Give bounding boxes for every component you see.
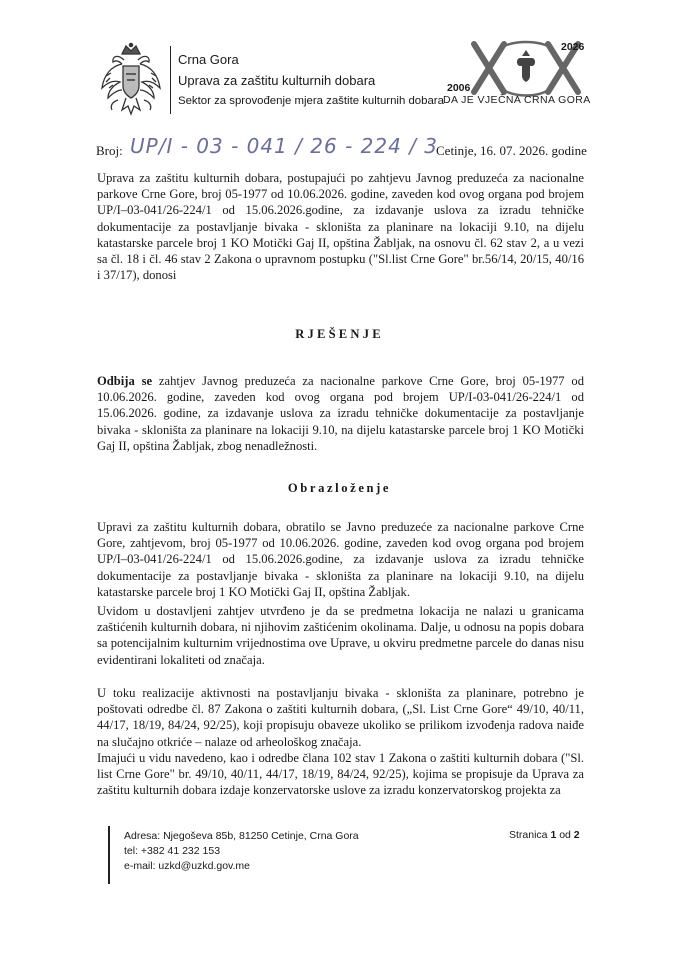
intro-paragraph: Uprava za zaštitu kulturnih dobara, postupajući po zahtjevu Javnog preduzeća za nacionalne parkove Crne Gore, broj 05-1977 od 10.06.2026. godine, zaveden kod ovog organa pod brojem UP/I–03-041/26-224/1 od 15.06.2026.godine, za izdavanje uslova za izradu tehničke dokumentacije za postavljanje bivaka - skloništa za planinare na lokaciji 9.10, na dijelu katastarske parcele broj 1 KO Motički Gaj II, opština Žabljak, na osnovu čl. 62 stav 2, a u vezi sa čl. 18 i čl. 46 stav 2 Zakona o upravnom postupku ("Sl.list Crne Gore" br.56/14, 20/15, 40/16 i 37/17), donosi (97, 171, 584, 283)
institution-name: Uprava za zaštitu kulturnih dobara (178, 72, 376, 88)
footer-divider (108, 826, 110, 884)
explanation-paragraph-4: Imajući u vidu navedeno, kao i odredbe člana 102 stav 1 Zakona o zaštiti kulturnih dobara ("Sl. list Crne Gore" br. 49/10, 40/11, 44/17, 18/19, 84/24, 92/25), kojima se propisuje da Uprava za zaštitu kulturnih dobara izdaje konzervatorske uslove za izradu konzervatorskog projekta za (97, 751, 584, 798)
reference-number-handwritten: UP/I - 03 - 041 / 26 - 224 / 3 (130, 134, 439, 158)
decision-keyword: Odbija se (97, 374, 153, 388)
explanation-title: Obrazloženje (287, 481, 392, 495)
institution-sector: Sektor za sprovođenje mjera zaštite kulturnih dobara (178, 95, 444, 107)
footer-contact (124, 829, 359, 874)
reference-label: Broj: (96, 143, 123, 158)
anniversary-year-start: 2006 (447, 82, 471, 94)
footer-address: Adresa: Njegoševa 85b, 81250 Cetinje, Crna Gora (124, 830, 359, 842)
explanation-paragraph-2: Uvidom u dostavljeni zahtjev utvrđeno je da se predmetna lokacija ne nalazi u granicama zaštićenih kulturnih dobara, ni njihovim zaštićenim okolinama. Dalje, u odnosu na popis dobara sa potencijalnim kulturnim vrijednostima ove Uprave, u okviru predmetne parcele do danas nisu evidentirani lokaliteti od značaja. (97, 604, 584, 667)
decision-title: RJEŠENJE (295, 327, 384, 341)
page-number (509, 829, 580, 841)
anniversary-year-end: 2026 (561, 41, 585, 53)
institution-header (178, 50, 444, 112)
explanation-paragraph-1: Upravi za zaštitu kulturnih dobara, obratilo se Javno preduzeće za nacionalne parkove Crne Gore, zahtjevom, broj 05-1977 od 10.06.2026. godine, zaveden kod ovog organa pod brojem UP/I–03-041/26-224/1 od 15.06.2026.godine, za izdavanje uslova za izradu tehničke dokumentacije za postavljanje bivaka - skloništa za planinare na lokaciji 9.10, na dijelu katastarske parcele broj 1 KO Motički Gaj II, opština Žabljak. (97, 520, 584, 599)
decision-text: zahtjev Javnog preduzeća za nacionalne parkove Crne Gore, broj 05-1977 od 10.06.2026. godine, zaveden kod ovog organa pod brojem UP/I-03-041/26-224/1 od 15.06.2026. godine, za izdavanje uslova za izradu tehničke dokumentacije za postavljanje bivaka - skloništa za planinare na lokaciji 9.10, na dijelu katastarske parcele broj 1 KO Motički Gaj II, opština Žabljak, zbog nenadležnosti. (97, 374, 584, 453)
footer-phone: tel: +382 41 232 153 (124, 845, 221, 857)
decision-paragraph (97, 373, 584, 454)
page-current: 1 (550, 829, 557, 841)
place-and-date: Cetinje, 16. 07. 2026. godine (436, 143, 587, 158)
header-divider (170, 46, 171, 114)
anniversary-slogan: DA JE VJEČNA CRNA GORA (443, 94, 591, 106)
institution-country: Crna Gora (178, 52, 239, 67)
explanation-paragraph-3: U toku realizacije aktivnosti na postavljanju bivaka - skloništa za planinare, potrebno je poštovati odredbe čl. 87 Zakona o zaštiti kulturnih dobara, („Sl. List Crne Gore“ 49/10, 40/11, 44/17, 18/19, 84/24, 92/25), koji propisuju obaveze ukoliko se prilikom izvođenja radova naiđe na slučajno otkriće – nalaze od arheološkog značaja. (97, 686, 584, 749)
page-total: 2 (573, 829, 580, 841)
coat-of-arms-logo (100, 42, 162, 118)
footer-email: e-mail: uzkd@uzkd.gov.me (124, 860, 251, 872)
page-middle: od (556, 829, 574, 841)
page-prefix: Stranica (509, 829, 551, 841)
